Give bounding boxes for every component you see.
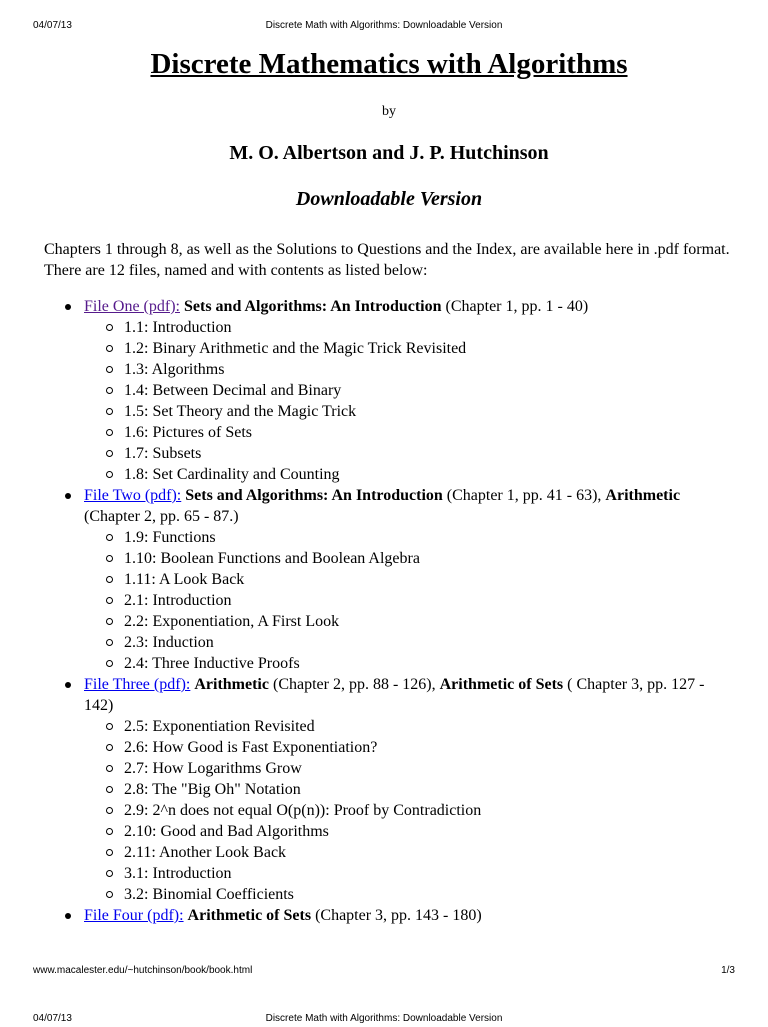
section-list xyxy=(84,317,734,485)
file-pdf-link[interactable]: File Four (pdf): xyxy=(84,907,184,924)
print-footer xyxy=(0,965,768,979)
file-description: (Chapter 2, pp. 65 - 87.) xyxy=(84,508,239,525)
section-item: 2.4: Three Inductive Proofs xyxy=(124,653,734,674)
print-date: 04/07/13 xyxy=(33,1013,72,1024)
section-list xyxy=(84,716,734,905)
file-description: ( Chapter 3, pp. 127 - 142) xyxy=(84,676,705,714)
file-pdf-link[interactable]: File Two (pdf): xyxy=(84,487,182,504)
section-item: 1.7: Subsets xyxy=(124,443,734,464)
file-item xyxy=(84,296,734,485)
section-item: 1.1: Introduction xyxy=(124,317,734,338)
file-pdf-link[interactable]: File Three (pdf): xyxy=(84,676,191,693)
section-item: 1.3: Algorithms xyxy=(124,359,734,380)
file-description: (Chapter 1, pp. 41 - 63), xyxy=(442,487,606,504)
page-url: www.macalester.edu/~hutchinson/book/book.html xyxy=(33,965,253,976)
section-item: 2.10: Good and Bad Algorithms xyxy=(124,821,734,842)
file-pdf-link[interactable]: File One (pdf): xyxy=(84,298,180,315)
print-date: 04/07/13 xyxy=(33,20,72,31)
next-page-header xyxy=(0,1013,768,1027)
section-item: 1.2: Binary Arithmetic and the Magic Trick Revisited xyxy=(124,338,734,359)
section-item: 1.11: A Look Back xyxy=(124,569,734,590)
section-item: 2.11: Another Look Back xyxy=(124,842,734,863)
print-title: Discrete Math with Algorithms: Downloadable Version xyxy=(265,1013,503,1024)
section-item: 2.2: Exponentiation, A First Look xyxy=(124,611,734,632)
section-item: 3.1: Introduction xyxy=(124,863,734,884)
section-item: 2.7: How Logarithms Grow xyxy=(124,758,734,779)
section-list xyxy=(84,527,734,674)
chapter-title: Arithmetic of Sets xyxy=(187,907,312,924)
chapter-title: Sets and Algorithms: An Introduction xyxy=(185,487,443,504)
byline: by xyxy=(382,104,396,119)
section-item: 1.4: Between Decimal and Binary xyxy=(124,380,734,401)
section-item: 1.9: Functions xyxy=(124,527,734,548)
chapter-title: Arithmetic xyxy=(605,487,681,504)
file-item xyxy=(84,674,734,905)
section-item: 3.2: Binomial Coefficients xyxy=(124,884,734,905)
file-description: (Chapter 1, pp. 1 - 40) xyxy=(441,298,589,315)
file-list xyxy=(44,296,734,926)
section-item: 2.9: 2^n does not equal O(p(n)): Proof by Contradiction xyxy=(124,800,734,821)
file-description: (Chapter 2, pp. 88 - 126), xyxy=(268,676,440,693)
file-item xyxy=(84,905,734,926)
version-subtitle: Downloadable Version xyxy=(295,188,483,210)
file-item xyxy=(84,485,734,674)
section-item: 1.10: Boolean Functions and Boolean Algebra xyxy=(124,548,734,569)
chapter-title: Arithmetic xyxy=(194,676,269,693)
page-number: 1/3 xyxy=(721,965,735,976)
print-title: Discrete Math with Algorithms: Downloadable Version xyxy=(265,20,503,31)
authors: M. O. Albertson and J. P. Hutchinson xyxy=(229,142,549,164)
section-item: 1.6: Pictures of Sets xyxy=(124,422,734,443)
section-item: 2.3: Induction xyxy=(124,632,734,653)
section-item: 2.1: Introduction xyxy=(124,590,734,611)
section-item: 2.6: How Good is Fast Exponentiation? xyxy=(124,737,734,758)
page-title: Discrete Mathematics with Algorithms xyxy=(150,48,628,80)
print-header xyxy=(0,20,768,34)
chapter-title: Arithmetic of Sets xyxy=(439,676,564,693)
intro-paragraph: Chapters 1 through 8, as well as the Solutions to Questions and the Index, are available here in .pdf format. There are 12 files, named and with contents as listed below: xyxy=(44,241,730,279)
chapter-title: Sets and Algorithms: An Introduction xyxy=(183,298,442,315)
section-item: 2.8: The "Big Oh" Notation xyxy=(124,779,734,800)
file-description: (Chapter 3, pp. 143 - 180) xyxy=(311,907,482,924)
page-content xyxy=(44,45,734,926)
section-item: 1.5: Set Theory and the Magic Trick xyxy=(124,401,734,422)
section-item: 2.5: Exponentiation Revisited xyxy=(124,716,734,737)
section-item: 1.8: Set Cardinality and Counting xyxy=(124,464,734,485)
